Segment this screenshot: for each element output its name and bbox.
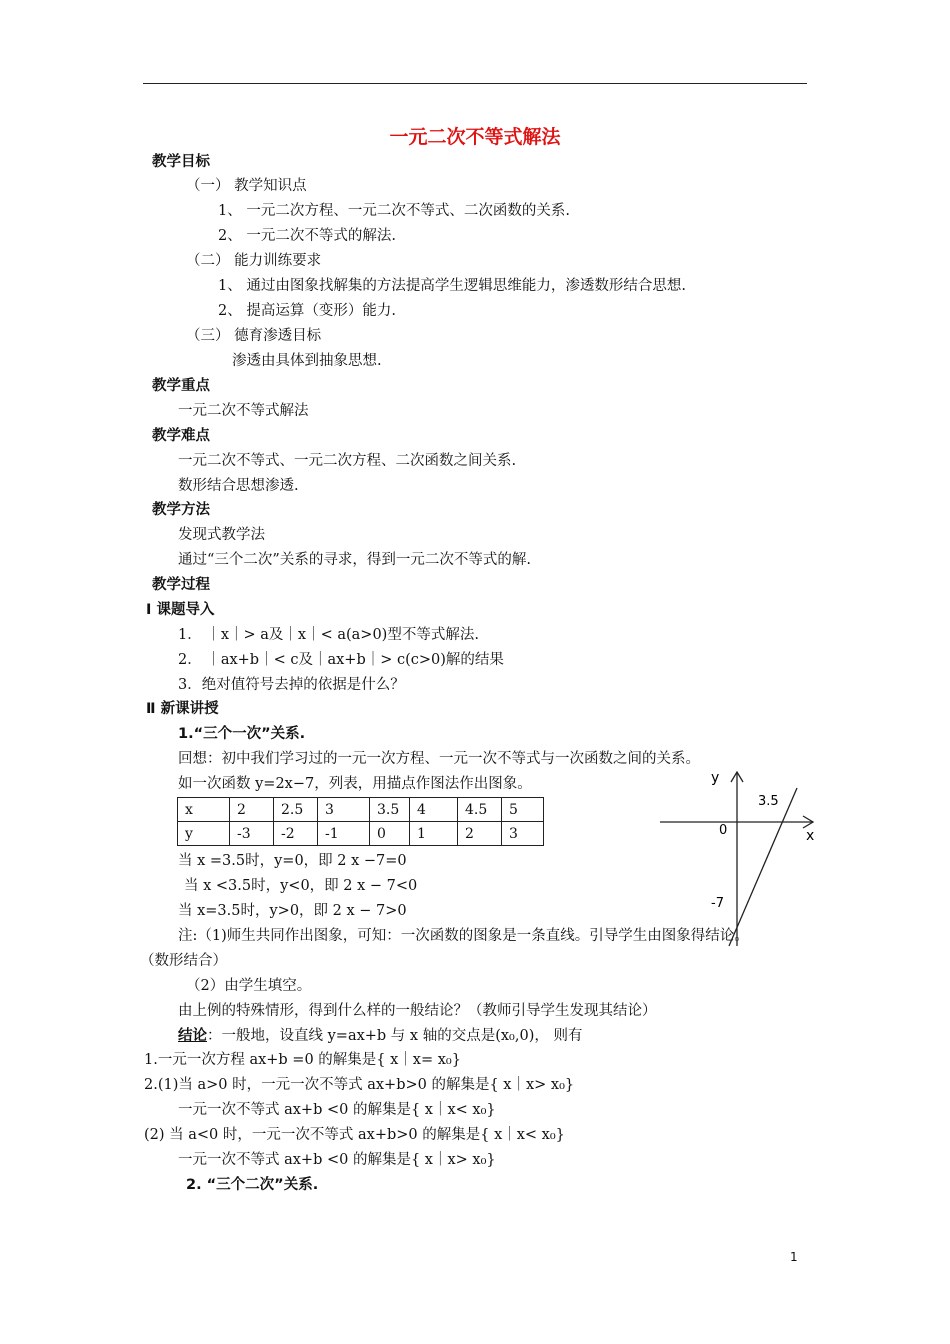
section-heading: 教学重点	[152, 378, 210, 394]
text-line: 渗透由具体到抽象思想.	[232, 353, 382, 369]
text-line: 1． ｜x｜> a及｜x｜< a(a>0)型不等式解法.	[178, 627, 479, 643]
conclusion-label: 结论	[178, 1028, 207, 1044]
text-line: 当 x=3.5时，y>0，即 2 x − 7>0	[178, 903, 407, 919]
text-line: （三） 德育渗透目标	[186, 328, 322, 344]
table-row	[178, 798, 544, 822]
text-line: 3．绝对值符号去掉的依据是什么？	[178, 677, 405, 693]
text-line: 一元一次不等式 ax+b <0 的解集是{ x｜x< x₀}	[178, 1102, 496, 1118]
section-heading: 教学目标	[152, 154, 210, 170]
text-line: 回想：初中我们学习过的一元一次方程、一元一次不等式与一次函数之间的关系。	[178, 751, 700, 767]
section-heading: 教学过程	[152, 577, 210, 593]
section-heading: 教学难点	[152, 428, 210, 444]
header-rule	[143, 83, 807, 84]
text-line: （2）由学生填空。	[186, 978, 312, 994]
table-cell: -3	[230, 822, 274, 846]
text-line: 一元二次不等式解法	[178, 403, 309, 419]
conclusion-line	[178, 1026, 582, 1046]
table-cell: 2	[230, 798, 274, 822]
table-cell: 4.5	[458, 798, 502, 822]
linear-function-graph	[655, 768, 825, 948]
table-cell: 0	[370, 822, 410, 846]
table-cell: 2.5	[274, 798, 318, 822]
text-line: 注:（1)师生共同作出图象，可知：一次函数的图象是一条直线。引导学生由图象得结论。	[178, 928, 749, 944]
text-line: 1、 通过由图象找解集的方法提高学生逻辑思维能力，渗透数形结合思想.	[218, 278, 686, 294]
text-line: 通过“三个二次”关系的寻求，得到一元二次不等式的解.	[178, 552, 531, 568]
text-line: 当 x <3.5时，y<0，即 2 x − 7<0	[184, 878, 418, 894]
table-cell: 3	[318, 798, 370, 822]
text-line: （二） 能力训练要求	[186, 253, 322, 269]
section-heading: Ⅰ 课题导入	[146, 602, 215, 618]
page-number: 1	[790, 1250, 798, 1264]
text-line: 2.(1)当 a>0 时，一元一次不等式 ax+b>0 的解集是{ x｜x> x₀}	[144, 1077, 575, 1093]
text-line: 发现式教学法	[178, 527, 265, 543]
text-line: 2． ｜ax+b｜< c及｜ax+b｜> c(c>0)解的结果	[178, 652, 504, 668]
x-axis-label: x	[806, 828, 815, 844]
section-heading: 2. “三个二次”关系.	[186, 1177, 319, 1193]
table-row	[178, 822, 544, 846]
text-line: 1、 一元二次方程、一元二次不等式、二次函数的关系.	[218, 203, 570, 219]
y-axis-label: y	[711, 770, 720, 786]
text-line: （数形结合）	[140, 953, 227, 969]
text-line: 数形结合思想渗透.	[178, 478, 299, 494]
y-intercept-label: -7	[711, 896, 724, 911]
text-line: 如一次函数 y=2x−7，列表，用描点作图法作出图象。	[178, 776, 532, 792]
table-cell: -1	[318, 822, 370, 846]
text-line: 当 x =3.5时，y=0，即 2 x −7=0	[178, 853, 407, 869]
text-line: 1.一元一次方程 ax+b =0 的解集是{ x｜x= x₀}	[144, 1052, 461, 1068]
text-line: 2、 提高运算（变形）能力.	[218, 303, 396, 319]
table-cell: x	[178, 798, 230, 822]
function-line	[729, 788, 797, 946]
conclusion-text: ：一般地，设直线 y=ax+b 与 x 轴的交点是(x₀,0)， 则有	[207, 1028, 583, 1044]
text-line: 一元二次不等式、一元二次方程、二次函数之间关系.	[178, 453, 517, 469]
table-cell: 1	[410, 822, 458, 846]
section-heading: Ⅱ 新课讲授	[146, 701, 219, 717]
table-cell: 2	[458, 822, 502, 846]
text-line: 2、 一元二次不等式的解法.	[218, 228, 396, 244]
x-intercept-label: 3.5	[758, 794, 779, 809]
text-line: (2) 当 a<0 时，一元一次不等式 ax+b>0 的解集是{ x｜x< x₀}	[144, 1127, 565, 1143]
section-heading: 1.“三个一次”关系.	[178, 726, 306, 742]
table-cell: 5	[502, 798, 544, 822]
origin-label: 0	[719, 823, 728, 838]
table-cell: 3.5	[370, 798, 410, 822]
text-line: 由上例的特殊情形，得到什么样的一般结论？（教师引导学生发现其结论）	[178, 1003, 657, 1019]
section-heading: 教学方法	[152, 502, 210, 518]
table-cell: y	[178, 822, 230, 846]
page-title: 一元二次不等式解法	[389, 126, 561, 148]
value-table	[177, 797, 544, 846]
table-cell: 3	[502, 822, 544, 846]
table-cell: -2	[274, 822, 318, 846]
text-line: （一） 教学知识点	[186, 178, 307, 194]
table-cell: 4	[410, 798, 458, 822]
text-line: 一元一次不等式 ax+b <0 的解集是{ x｜x> x₀}	[178, 1152, 496, 1168]
